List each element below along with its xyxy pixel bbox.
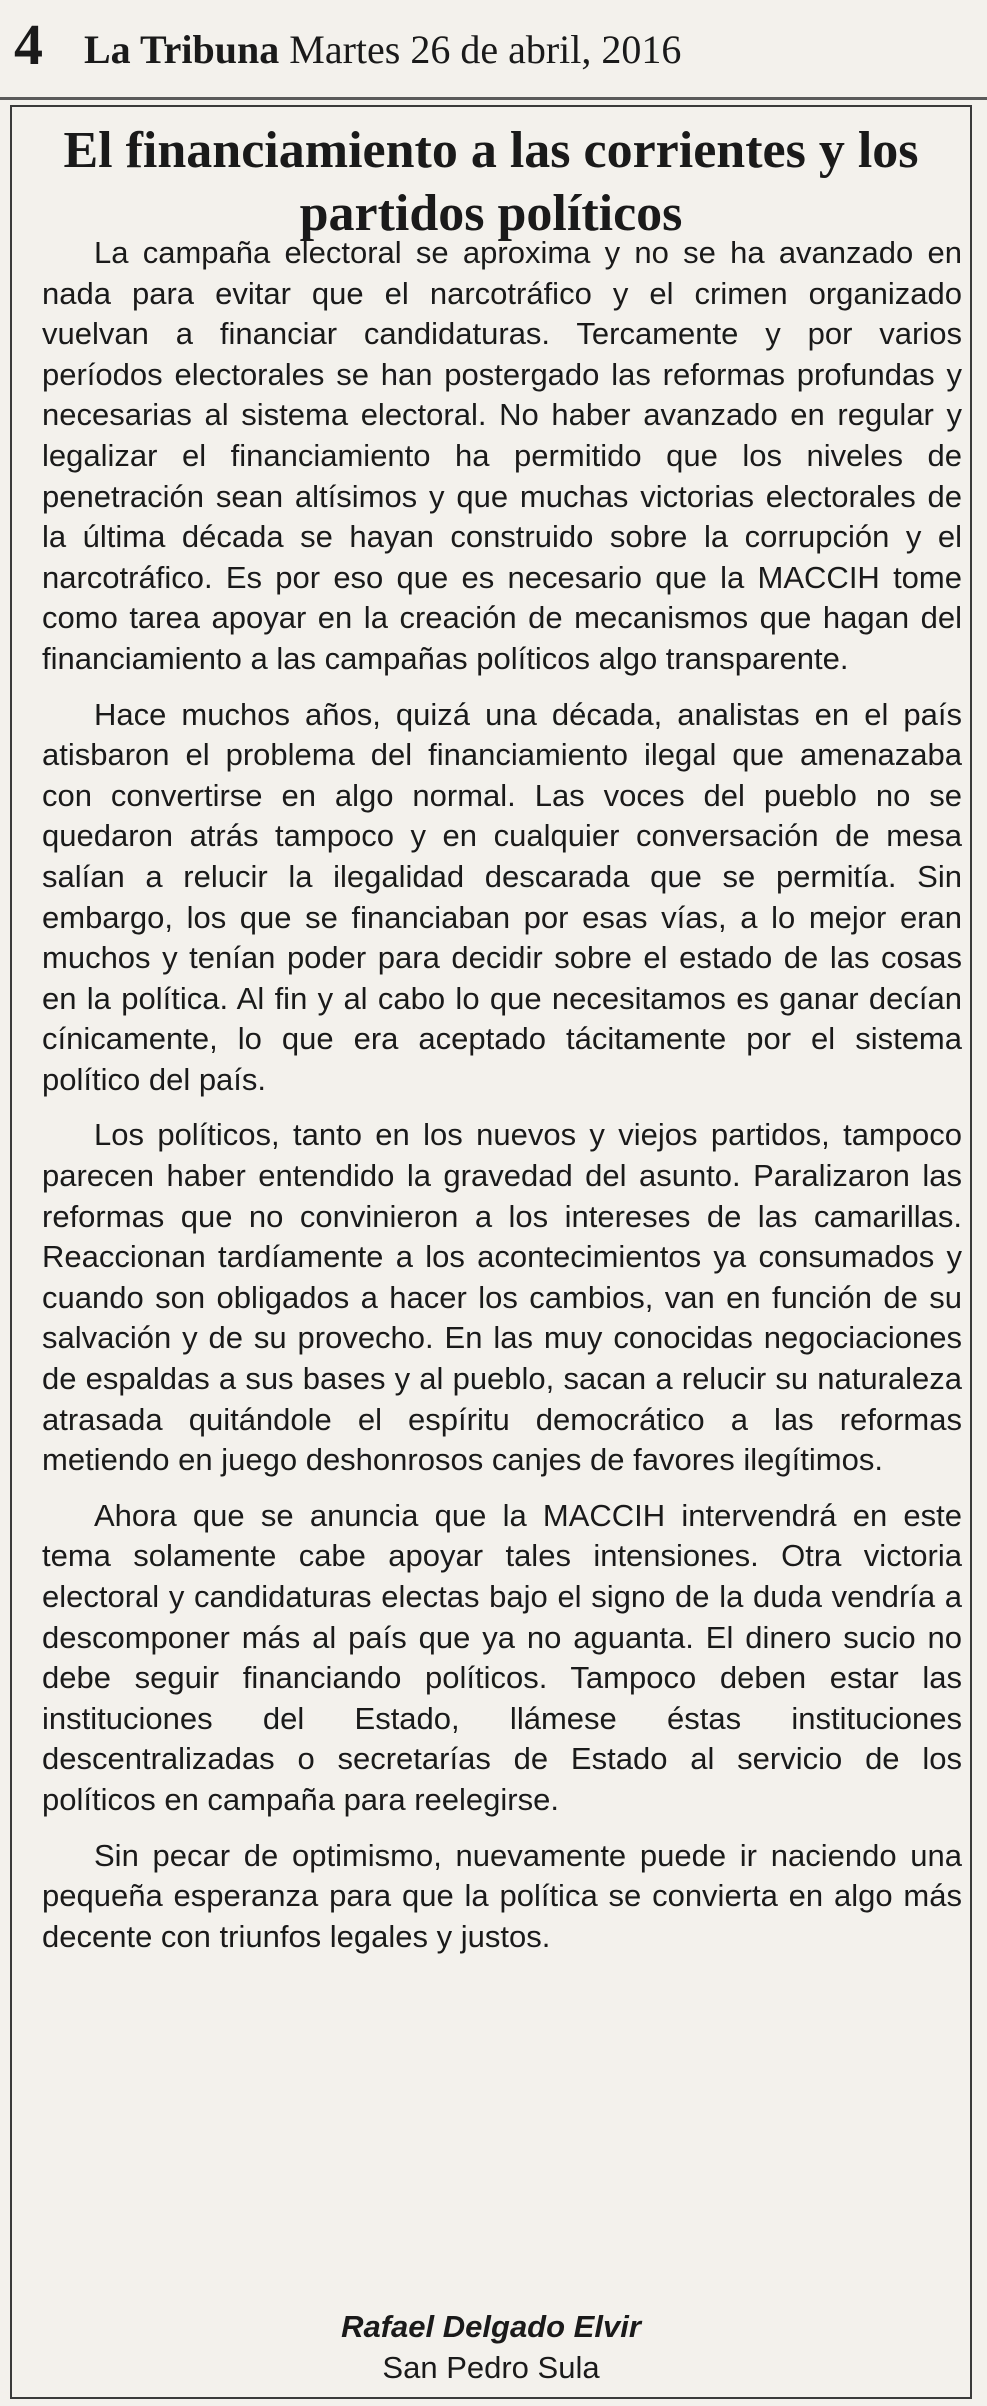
article-body: [42, 233, 962, 1972]
publication-date: Martes 26 de abril, 2016: [289, 27, 682, 72]
paragraph-2: Hace muchos años, quizá una década, analistas en el país atisbaron el problema del financiamiento ilegal que amenazaba con convertirse en algo normal. Las voces del pueblo no se quedaron atrás tampoco y en cualquier conversación de mesa salían a relucir la ilegalidad descarada que se permitía. Sin embargo, los que se financiaban por esas vías, a lo mejor eran muchos y tenían poder para decidir sobre el estado de las cosas en la política. Al fin y al cabo lo que necesitamos es ganar decían cínicamente, lo que era aceptado tácitamente por el sistema político del país.: [42, 696, 962, 1097]
masthead: [84, 27, 682, 72]
author-name: Rafael Delgado Elvir: [341, 2309, 641, 2344]
article-headline: El financiamiento a las corrientes y los partidos políticos: [63, 122, 919, 242]
author-location: San Pedro Sula: [382, 2350, 600, 2385]
newspaper-name: La Tribuna: [84, 27, 280, 72]
paragraph-5: Sin pecar de optimismo, nuevamente puede ir naciendo una pequeña esperanza para que la política se convierta en algo más decente con triunfos legales y justos.: [42, 1837, 962, 1954]
page-header: [0, 0, 987, 100]
paragraph-3: Los políticos, tanto en los nuevos y viejos partidos, tampoco parecen haber entendido la gravedad del asunto. Paralizaron las reformas que no convinieron a los intereses de las camarillas. Reaccionan tardíamente a los acontecimientos ya consumados y cuando son obligados a hacer los cambios, van en función de su salvación y de su provecho. En las muy conocidas negociaciones de espaldas a sus bases y al pueblo, sacan a relucir su naturaleza atrasada quitándole el espíritu democrático a las reformas metiendo en juego deshonrosos canjes de favores ilegítimos.: [42, 1117, 962, 1478]
paragraph-1: La campaña electoral se aproxima y no se ha avanzado en nada para evitar que el narcotráfico y el crimen organizado vuelvan a financiar candidaturas. Tercamente y por varios períodos electorales se han postergado las reformas profundas y necesarias al sistema electoral. No haber avanzado en regular y legalizar el financiamiento ha permitido que los niveles de penetración sean altísimos y que muchas victorias electorales de la última década se hayan construido sobre la corrupción y el narcotráfico. Es por eso que es necesario que la MACCIH tome como tarea apoyar en la creación de mecanismos que hagan del financiamiento a las campañas políticos algo transparente.: [42, 235, 962, 676]
page-number: 4: [14, 12, 43, 77]
paragraph-4: Ahora que se anuncia que la MACCIH intervendrá en este tema solamente cabe apoyar tales intensiones. Otra victoria electoral y candidaturas electas bajo el signo de la duda vendría a descomponer más al país que ya no aguanta. El dinero sucio no debe seguir financiando políticos. Tampoco deben estar las instituciones del Estado, llámese éstas instituciones descentralizadas o secretarías de Estado al servicio de los políticos en campaña para reelegirse.: [42, 1497, 962, 1817]
article-box: [10, 105, 972, 2399]
byline: [12, 2307, 970, 2389]
